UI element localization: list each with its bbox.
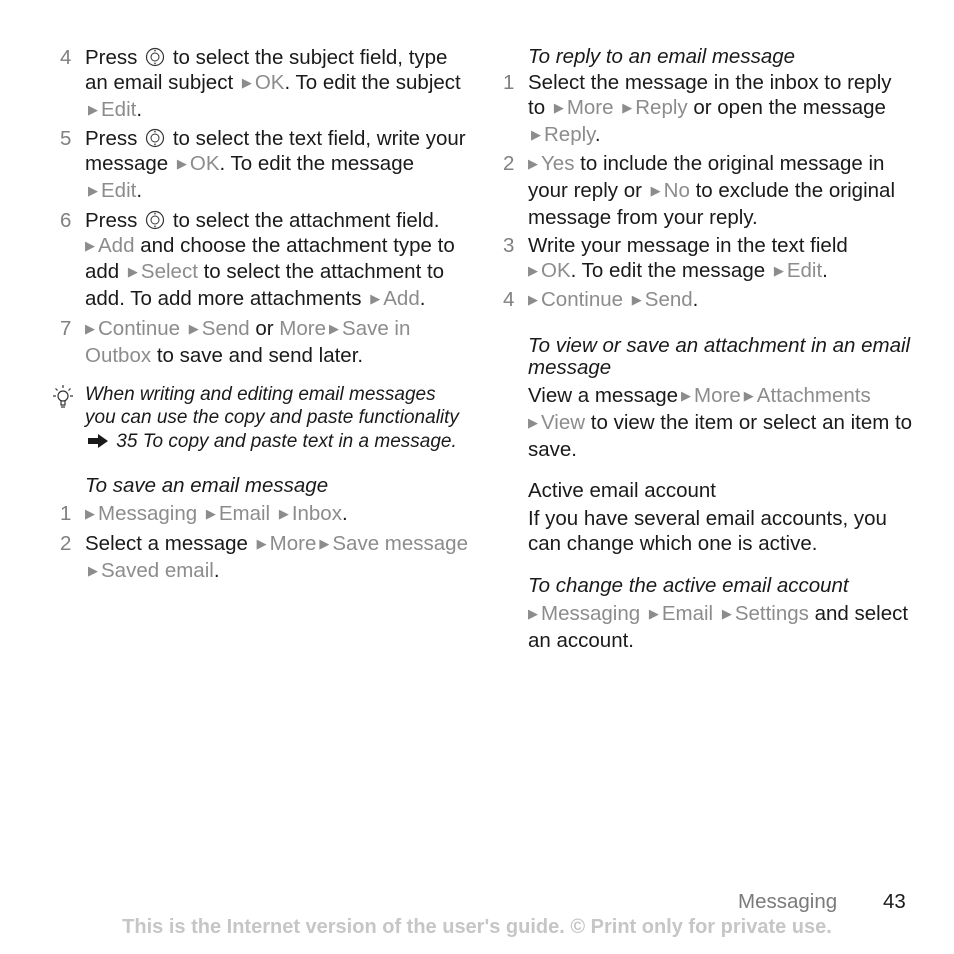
menu-arrow-icon: ▶ bbox=[88, 101, 98, 117]
menu-item-inbox: Inbox bbox=[291, 502, 342, 526]
menu-item-save-message: Save message bbox=[332, 531, 468, 555]
menu-arrow-icon: ▶ bbox=[528, 292, 538, 308]
step-6: 6 Press to select the attachment field. ▶ Add and choose the attachment type to add ▶ Select to select the attachment to add. To add more attachments ▶ Add. bbox=[60, 208, 455, 311]
menu-arrow-icon: ▶ bbox=[319, 535, 330, 551]
menu-item-save-in-outbox: Save in Outbox bbox=[85, 316, 411, 367]
reply-step-2: 2 ▶ Yes to include the original message in your reply or ▶ No to exclude the original message from your reply. bbox=[503, 152, 895, 229]
menu-arrow-icon: ▶ bbox=[85, 237, 95, 253]
menu-arrow-icon: ▶ bbox=[681, 388, 692, 404]
menu-arrow-icon: ▶ bbox=[528, 605, 538, 621]
menu-item-ok: OK bbox=[541, 258, 571, 282]
menu-arrow-icon: ▶ bbox=[553, 99, 564, 115]
step-number: 5 bbox=[60, 127, 72, 151]
right-column bbox=[503, 46, 913, 654]
menu-arrow-icon: ▶ bbox=[176, 156, 187, 172]
menu-arrow-icon: ▶ bbox=[329, 320, 340, 336]
change-account-instructions: ▶ Messaging ▶ Email ▶ Settings and select an account. bbox=[528, 601, 909, 652]
menu-arrow-icon: ▶ bbox=[88, 562, 98, 578]
menu-item-edit: Edit bbox=[101, 97, 137, 121]
menu-item-add: Add bbox=[383, 287, 420, 311]
menu-arrow-icon: ▶ bbox=[278, 506, 289, 522]
menu-arrow-icon: ▶ bbox=[531, 126, 541, 142]
menu-item-messaging: Messaging bbox=[541, 601, 641, 625]
step-4: 4 Press to select the subject field, type an email subject ▶ OK. To edit the subject ▶ Edit. bbox=[60, 46, 461, 121]
step-5: 5 Press to select the text field, write your message ▶ OK. To edit the message ▶ Edit. bbox=[60, 127, 466, 202]
menu-arrow-icon: ▶ bbox=[528, 156, 538, 172]
menu-item-edit: Edit bbox=[101, 178, 137, 202]
left-column bbox=[60, 46, 470, 588]
navigation-key-icon bbox=[145, 47, 165, 67]
menu-arrow-icon: ▶ bbox=[205, 506, 216, 522]
page-number: 43 bbox=[883, 890, 906, 913]
navigation-key-icon bbox=[145, 128, 165, 148]
section-heading-change-account: To change the active email account bbox=[528, 573, 849, 597]
menu-item-ok: OK bbox=[189, 152, 220, 176]
step-number: 3 bbox=[503, 233, 515, 257]
step-7: 7 ▶ Continue ▶ Send or More ▶ Save in Outbox to save and send later. bbox=[60, 316, 411, 367]
reply-step-1: 1 Select the message in the inbox to reply to ▶ More ▶ Reply or open the message ▶ Reply. bbox=[503, 71, 892, 146]
menu-arrow-icon: ▶ bbox=[648, 605, 659, 621]
menu-arrow-icon: ▶ bbox=[528, 414, 538, 430]
menu-item-settings: Settings bbox=[734, 601, 809, 625]
menu-arrow-icon: ▶ bbox=[743, 388, 754, 404]
tip-note: When writing and editing email messages you can use the copy and paste functionality 35 To copy and paste text in a message. bbox=[60, 383, 470, 454]
menu-item-no: No bbox=[663, 179, 690, 203]
footer-notice: This is the Internet version of the user's guide. © Print only for private use. bbox=[122, 916, 832, 938]
menu-arrow-icon: ▶ bbox=[127, 264, 138, 280]
menu-item-view: View bbox=[541, 410, 586, 434]
step-number: 6 bbox=[60, 208, 72, 232]
menu-arrow-icon: ▶ bbox=[631, 292, 642, 308]
menu-item-ok: OK bbox=[254, 70, 285, 94]
reply-step-4: 4 ▶ Continue ▶ Send. bbox=[503, 288, 699, 312]
menu-item-select: Select bbox=[140, 260, 198, 284]
step-number: 2 bbox=[60, 531, 72, 555]
menu-item-more: More bbox=[694, 384, 741, 408]
menu-arrow-icon: ▶ bbox=[256, 535, 267, 551]
menu-item-email: Email bbox=[218, 502, 271, 526]
view-attachment-instructions: View a message ▶ More ▶ Attachments ▶ View to view the item or select an item to save. bbox=[528, 384, 913, 461]
menu-arrow-icon: ▶ bbox=[650, 183, 661, 199]
menu-arrow-icon: ▶ bbox=[773, 262, 784, 278]
menu-item-edit: Edit bbox=[786, 258, 823, 282]
menu-arrow-icon: ▶ bbox=[88, 182, 98, 198]
menu-item-continue: Continue bbox=[541, 288, 624, 312]
menu-item-continue: Continue bbox=[98, 316, 181, 340]
step-number: 4 bbox=[60, 46, 72, 69]
menu-item-messaging: Messaging bbox=[98, 502, 198, 526]
menu-arrow-icon: ▶ bbox=[721, 605, 732, 621]
active-account-description: If you have several email accounts, you can change which one is active. bbox=[528, 507, 887, 556]
save-step-2: 2 Select a message ▶ More ▶ Save message ▶ Saved email. bbox=[60, 531, 468, 582]
menu-arrow-icon: ▶ bbox=[241, 74, 252, 90]
menu-arrow-icon: ▶ bbox=[370, 291, 381, 307]
menu-arrow-icon: ▶ bbox=[85, 506, 95, 522]
menu-item-send: Send bbox=[201, 316, 250, 340]
save-step-1: 1 ▶ Messaging ▶ Email ▶ Inbox. bbox=[60, 502, 348, 526]
step-number: 7 bbox=[60, 316, 72, 340]
section-heading-view-attachment: To view or save an attachment in an email message bbox=[528, 334, 911, 380]
menu-item-send: Send bbox=[644, 288, 693, 312]
step-number: 1 bbox=[503, 71, 515, 94]
tip-bulb-icon bbox=[48, 382, 78, 412]
step-number: 2 bbox=[503, 152, 515, 176]
footer-section-name: Messaging bbox=[738, 890, 838, 913]
menu-item-more: More bbox=[279, 316, 327, 340]
reference-arrow-icon bbox=[87, 433, 109, 449]
menu-item-more: More bbox=[269, 531, 317, 555]
step-number: 1 bbox=[60, 502, 72, 526]
navigation-key-icon bbox=[145, 210, 165, 230]
section-heading-reply: To reply to an email message bbox=[528, 45, 796, 68]
menu-item-email: Email bbox=[661, 601, 714, 625]
step-number: 4 bbox=[503, 288, 515, 312]
menu-item-reply: Reply bbox=[544, 122, 595, 146]
menu-item-reply: Reply bbox=[635, 95, 688, 119]
menu-item-yes: Yes bbox=[541, 152, 575, 176]
menu-item-attachments: Attachments bbox=[756, 384, 871, 408]
menu-arrow-icon: ▶ bbox=[622, 99, 633, 115]
menu-arrow-icon: ▶ bbox=[85, 320, 95, 336]
menu-item-saved-email: Saved email bbox=[101, 558, 214, 582]
menu-arrow-icon: ▶ bbox=[188, 320, 199, 336]
menu-item-more: More bbox=[566, 95, 614, 119]
menu-arrow-icon: ▶ bbox=[528, 262, 538, 278]
section-heading-active-account: Active email account bbox=[528, 478, 717, 502]
section-heading-save: To save an email message bbox=[85, 474, 329, 498]
reply-step-3: 3 Write your message in the text field ▶ OK. To edit the message ▶ Edit. bbox=[503, 233, 848, 282]
menu-item-add: Add bbox=[98, 233, 135, 257]
